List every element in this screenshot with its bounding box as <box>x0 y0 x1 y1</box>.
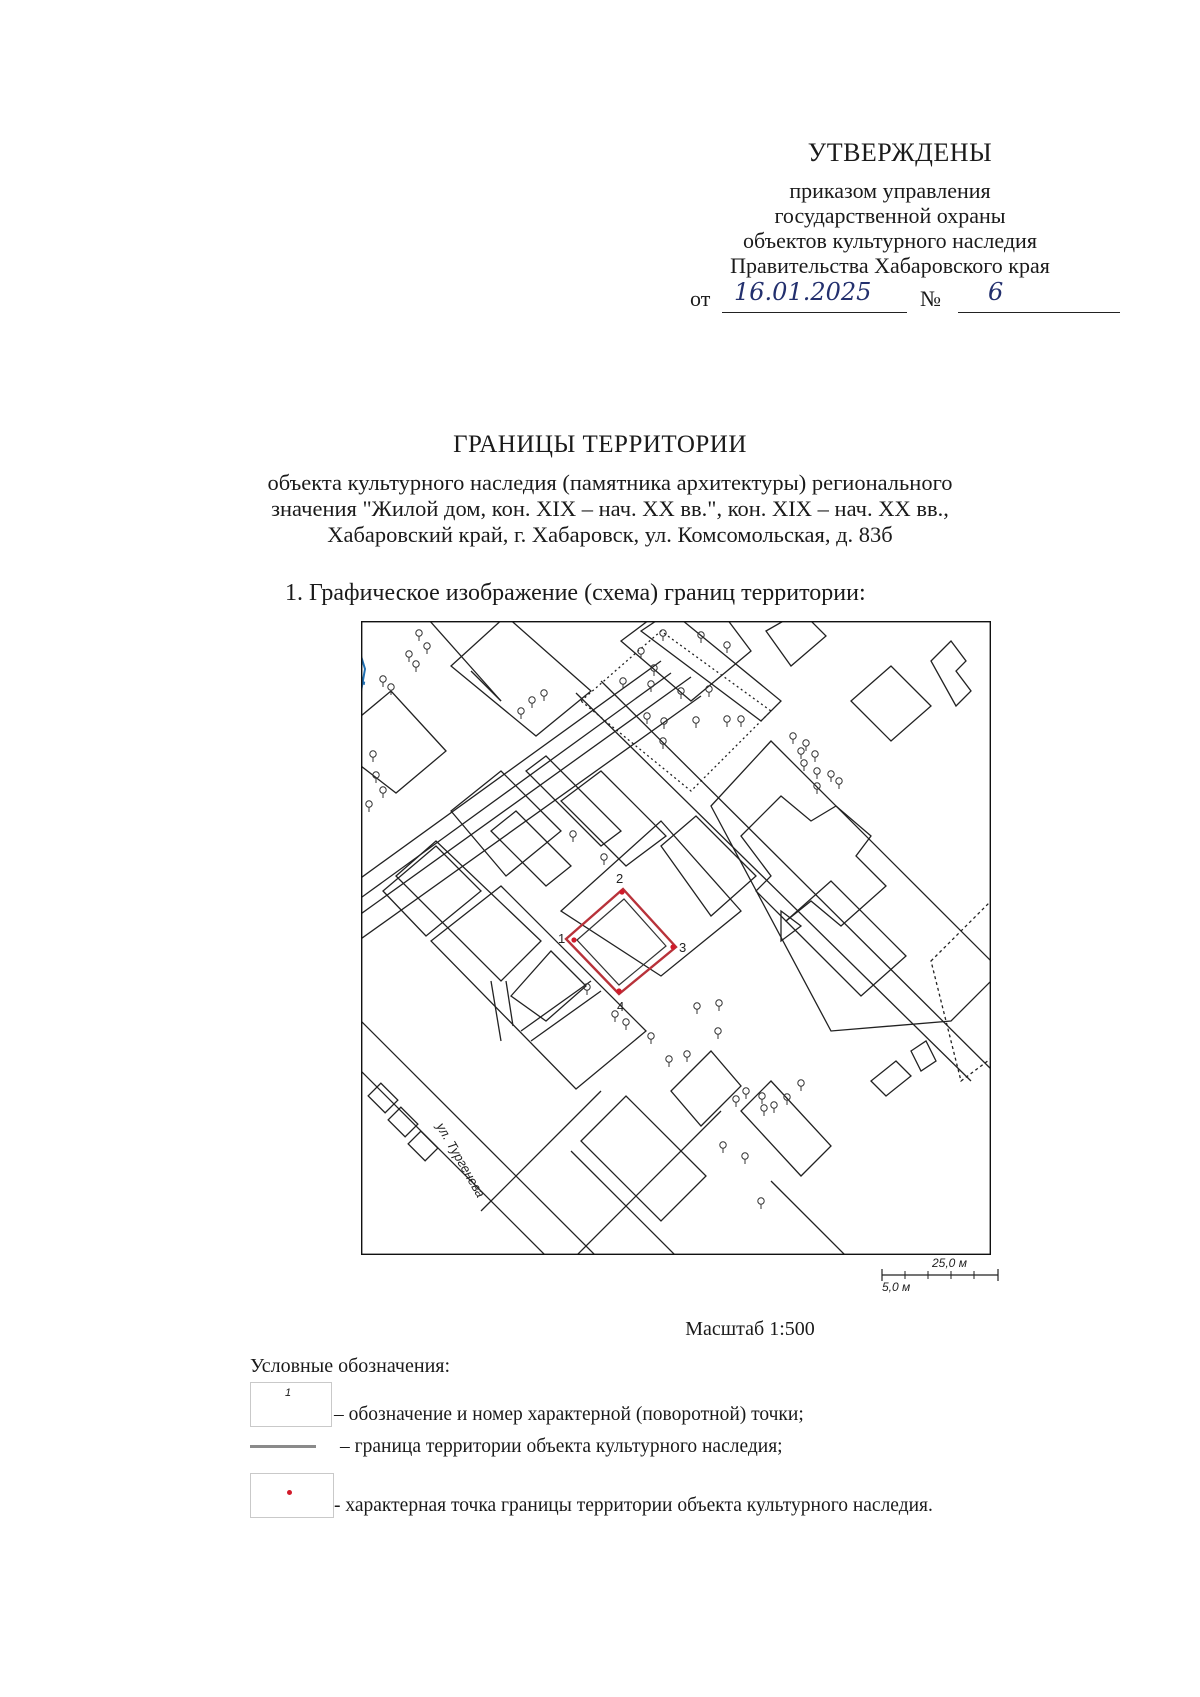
building <box>451 771 561 876</box>
approval-title: УТВЕРЖДЕНЫ <box>807 138 993 167</box>
legend-symbol-dot <box>287 1490 292 1495</box>
building <box>766 621 826 666</box>
subtitle-line: значения "Жилой дом, кон. XIX – нач. XX вв.", кон. XIX – нач. XX вв., <box>271 496 949 521</box>
parcel-outline <box>931 891 991 1081</box>
kiosk <box>368 1083 398 1113</box>
approval-lines <box>640 178 1140 278</box>
approval-line: приказом управления <box>789 178 991 203</box>
building <box>871 1061 911 1096</box>
boundary-point <box>670 944 675 949</box>
kiosk <box>408 1131 438 1161</box>
boundary-point <box>619 889 624 894</box>
building <box>491 811 571 886</box>
kiosk <box>388 1107 418 1137</box>
building <box>931 641 971 706</box>
number-prefix: № <box>920 286 941 311</box>
building <box>526 756 621 846</box>
section-heading: 1. Графическое изображение (схема) границ территории: <box>285 580 866 606</box>
scale-label-5m: 5,0 м <box>882 1280 911 1293</box>
approval-line: Правительства Хабаровского края <box>730 253 1050 278</box>
trees <box>366 630 842 1209</box>
scale-label-25m: 25,0 м <box>932 1256 967 1270</box>
boundary-point <box>616 988 621 993</box>
legend-symbol-line <box>250 1445 316 1448</box>
legend-title: Условные обозначения: <box>250 1355 451 1377</box>
scale-bar <box>880 1253 1000 1293</box>
building <box>581 1096 706 1221</box>
document-subtitle <box>150 470 1070 548</box>
subtitle-line: объекта культурного наследия (памятника архитектуры) регионального <box>267 470 953 495</box>
building <box>661 816 756 916</box>
legend-text: – граница территории объекта культурного наследия; <box>340 1436 783 1457</box>
number-underline <box>958 284 1120 313</box>
subtitle-line: Хабаровский край, г. Хабаровск, ул. Комсомольская, д. 83б <box>327 522 893 547</box>
date-prefix: от <box>690 286 711 311</box>
document-title: ГРАНИЦЫ ТЕРРИТОРИИ <box>453 431 747 458</box>
building <box>911 1041 936 1071</box>
legend-text: – обозначение и номер характерной (поворотной) точки; <box>334 1404 804 1425</box>
building <box>383 846 481 936</box>
point-label: 4 <box>617 999 625 1014</box>
street-label: ул. Тургенева <box>433 1120 489 1201</box>
park-outline <box>581 631 771 791</box>
boundary-point <box>571 937 576 942</box>
courtyard-outline <box>561 821 741 976</box>
point-label: 1 <box>558 931 566 946</box>
site-plan-map <box>361 621 991 1255</box>
date-handwritten: 16.01.2025 <box>734 278 872 306</box>
approval-line: объектов культурного наследия <box>743 228 1037 253</box>
point-label: 3 <box>679 940 687 955</box>
scale-caption: Масштаб 1:500 <box>685 1318 815 1340</box>
heritage-boundary <box>566 889 676 994</box>
building <box>851 666 931 741</box>
building <box>741 1081 831 1176</box>
courtyard-outline <box>711 741 991 1031</box>
legend-text: - характерная точка границы территории объекта культурного наследия. <box>334 1495 933 1516</box>
legend-symbol-number: 1 <box>285 1387 292 1399</box>
approval-line: государственной охраны <box>774 203 1006 228</box>
legend-symbol-box <box>250 1473 334 1518</box>
building <box>741 796 886 926</box>
order-date-number <box>690 278 1120 318</box>
number-handwritten: 6 <box>988 278 1004 306</box>
building <box>786 881 906 996</box>
building <box>671 1051 741 1126</box>
point-label: 2 <box>616 871 624 886</box>
legend-symbol-box <box>250 1382 332 1427</box>
